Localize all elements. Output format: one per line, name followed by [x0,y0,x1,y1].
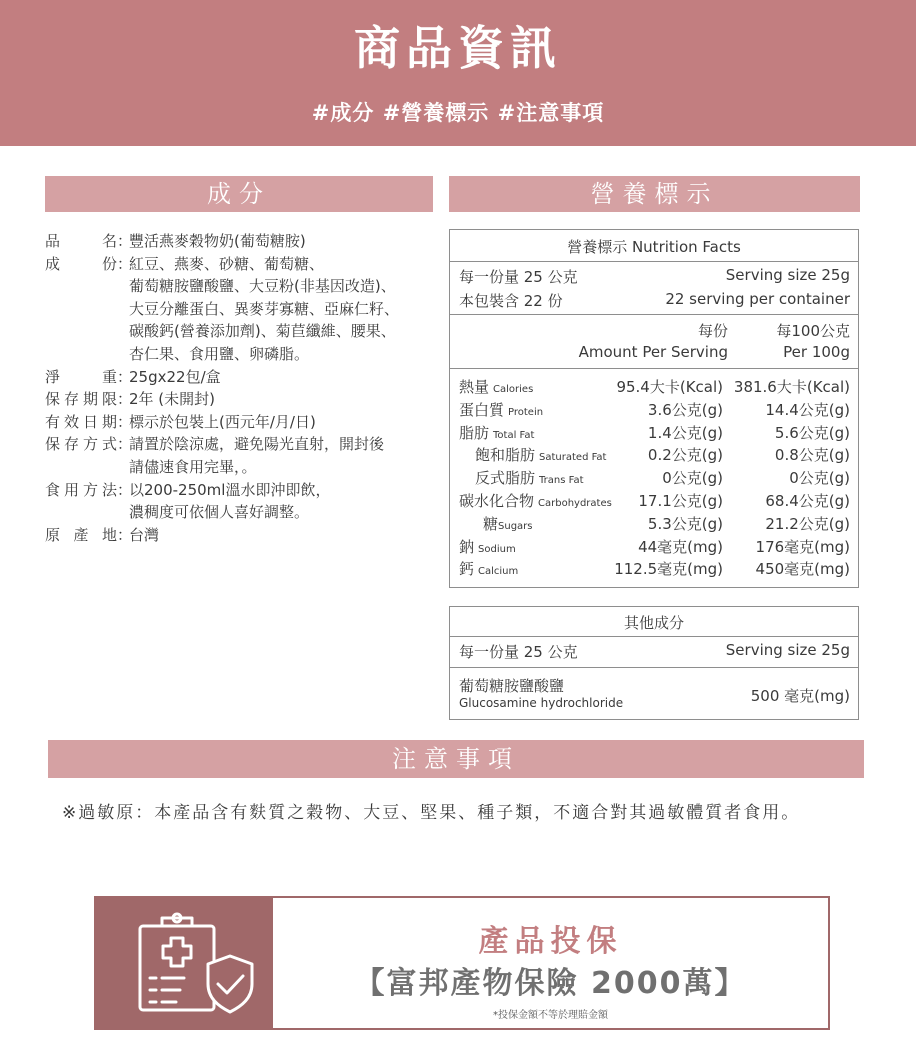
nutrient-per-100g: 0公克(g) [789,469,850,488]
divider [450,314,858,315]
ingredient-label-char: 原 [45,525,61,544]
ingredient-colon: ： [117,254,133,273]
nutrient-name [459,536,516,557]
ingredient-label [45,388,117,411]
ingredient-value-line: 紅豆、燕麥、砂糖、葡萄糖、 [129,254,325,273]
ingredient-label [45,230,117,253]
nutrient-name [475,467,584,488]
other-title: 其他成分 [623,614,684,632]
nutrient-per-100g: 21.2公克(g) [765,514,850,533]
ingredient-row [45,411,435,434]
col2-zh: 每100公克 [776,322,850,340]
nutrient-name-en: Total Fat [493,429,535,441]
nutrition-title: 營養標示 Nutrition Facts [567,238,741,256]
ingredient-label-char: 有 [45,412,61,431]
ingredient-label-char: 保 [45,390,61,409]
divider [450,636,858,637]
nutrient-name-en: Sodium [478,543,516,555]
ingredient-label-char: 食 [45,480,61,499]
ingredient-colon: ： [117,525,133,544]
ingredient-colon: ： [117,232,133,250]
nutrient-name-zh: 脂肪 [459,423,490,442]
nutrient-name-en: Calories [493,384,534,395]
nutrient-per-100g: 176毫克(mg) [755,537,850,556]
nutrient-per-serving: 0公克(g) [662,469,723,488]
ingredient-label-char: 期 [82,390,98,409]
ingredient-row [45,479,435,524]
ingredient-label-char: 地 [101,525,117,544]
nutrient-per-serving: 3.6公克(g) [647,400,723,419]
ingredient-row [45,388,435,411]
nutrient-name-zh: 熱量 [459,378,490,396]
ingredient-value [129,230,435,253]
ingredient-value-line: 請儘速食用完畢，。 [129,457,257,476]
ingredient-value-line: 濃稠度可依個人喜好調整。 [129,503,310,522]
nutrient-per-100g: 14.4公克(g) [765,400,850,419]
ingredient-value-line: 豐活燕麥穀物奶(葡萄糖胺) [129,232,306,250]
ingredient-row [45,366,435,389]
ingredient-colon: ： [117,390,133,409]
ingredient-label-char: 用 [63,480,79,499]
nutrient-name-en: Calcium [478,566,519,578]
divider [450,667,858,668]
other-ingredients-table [449,606,859,720]
nutrient-per-100g: 450毫克(mg) [755,560,850,579]
nutrition-table [449,229,859,588]
divider [450,261,858,262]
nutrient-per-serving: 112.5毫克(mg) [614,560,723,579]
nutrient-name-zh: 反式脂肪 [475,469,536,488]
ingredient-label-char: 淨 [45,367,61,386]
nutrient-name [459,399,543,420]
ingredient-label-char: 品 [45,232,61,250]
nutrient-name [459,490,612,511]
ingredient-label [45,253,117,366]
ingredient-label [45,433,117,478]
ingredients-list [45,230,435,546]
ingredient-value-line: 杏仁果、食用鹽、卵磷脂。 [129,344,310,363]
nutrient-name-en: Carbohydrates [538,498,612,509]
nutrient-per-serving: 95.4大卡(Kcal) [616,378,723,396]
nutrient-name [475,444,606,465]
page-title: 商品資訊 [354,21,562,75]
ingredient-label [45,411,117,434]
ingredient-label-char: 方 [82,480,98,499]
insurance-box [94,896,830,1030]
ingredient-label-char: 日 [82,412,98,431]
nutrient-per-serving: 5.3公克(g) [647,514,723,533]
ingredient-label-char: 法 [101,480,117,499]
ingredient-label [45,479,117,524]
serving-zh: 每一份量 25 公克 [459,268,578,286]
ingredient-label-char: 名 [101,232,117,250]
section-head-nutrition: 營養標示 [449,176,860,212]
clipboard-shield-icon [96,898,273,1028]
ingredient-row [45,524,435,547]
ingredient-label-char: 保 [45,435,61,454]
nutrient-name-en: Saturated Fat [539,452,607,464]
ingredient-value-line: 葡萄糖胺鹽酸鹽、大豆粉(非基因改造)、 [129,277,396,296]
allergen-note: ※過敏原：本產品含有麩質之穀物、大豆、堅果、種子類，不適合對其過敏體質者食用。 [62,803,801,823]
nutrient-per-serving: 1.4公克(g) [647,423,723,442]
ingredient-colon: ： [117,480,133,499]
ingredient-row [45,253,435,366]
ingredient-value-line: 25gx22包/盒 [129,367,221,386]
col1-zh: 每份 [697,322,728,340]
ingredient-label-char: 式 [101,435,117,454]
ingredient-label-char: 產 [73,525,89,544]
ingredient-row [45,230,435,253]
ingredient-value [129,366,435,389]
ingredient-label [45,524,117,547]
ingredient-value [129,388,435,411]
container-zh: 本包裝含 22 份 [459,292,563,310]
section-head-ingredients: 成分 [45,176,433,212]
col1-en: Amount Per Serving [578,343,728,361]
ingredient-label-char: 期 [101,412,117,431]
nutrient-name-zh: 糖 [483,514,499,533]
ingredient-value [129,433,435,478]
ingredient-label-char: 份 [101,254,117,273]
ingredient-label-char: 方 [82,435,98,454]
nutrient-name [459,558,518,579]
ingredient-label-char: 效 [63,412,79,431]
col2-en: Per 100g [783,343,850,361]
ingredient-label-char: 重 [101,367,117,386]
header-banner [0,0,916,146]
insurance-main: 【富邦產物保險 2000萬】 [354,966,747,1001]
ingredient-row [45,433,435,478]
ingredient-value-line: 請置於陰涼處，避免陽光直射，開封後 [129,435,385,454]
nutrient-per-serving: 44毫克(mg) [638,537,723,556]
ingredient-value-line: 大豆分離蛋白、異麥芽寡糖、亞麻仁籽、 [129,299,400,318]
nutrient-per-100g: 5.6公克(g) [774,423,850,442]
nutrient-name [483,513,533,534]
other-item-value: 500 毫克(mg) [750,687,850,705]
ingredient-value [129,479,435,524]
insurance-fine-print: *投保金額不等於理賠金額 [493,1010,608,1021]
nutrient-per-serving: 0.2公克(g) [647,446,723,465]
ingredient-value [129,524,435,547]
nutrient-name-en: Protein [508,406,544,418]
nutrient-name-en: Trans Fat [539,475,584,487]
ingredient-label-char: 存 [63,390,79,409]
nutrient-per-serving: 17.1公克(g) [638,492,723,510]
ingredient-label-char: 成 [45,254,61,273]
insurance-title: 產品投保 [478,924,623,959]
nutrient-per-100g: 68.4公克(g) [765,492,850,510]
insurance-icon-panel [96,898,273,1028]
ingredient-value-line: 碳酸鈣(營養添加劑)、菊苣纖維、腰果、 [129,322,396,341]
ingredient-label [45,366,117,389]
ingredient-value [129,253,435,366]
page-tags: #成分 #營養標示 #注意事項 [311,101,605,125]
nutrient-name-zh: 鈉 [459,537,475,556]
nutrient-name-en: Sugars [498,520,533,532]
ingredient-value-line: 標示於包裝上(西元年/月/日) [129,412,316,431]
container-en: 22 serving per container [665,290,850,308]
ingredient-value-line: 2年 (未開封) [129,390,216,409]
ingredient-label-char: 存 [63,435,79,454]
nutrient-per-100g: 381.6大卡(Kcal) [733,378,850,396]
ingredient-colon: ： [117,412,133,431]
serving-en: Serving size 25g [725,266,850,284]
nutrient-name-zh: 鈣 [459,560,475,579]
ingredient-colon: ： [117,435,133,454]
nutrient-per-100g: 0.8公克(g) [774,446,850,465]
other-item-en: Glucosamine hydrochloride [459,696,624,710]
other-serving-en: Serving size 25g [725,641,850,659]
section-head-cautions: 注意事項 [48,740,864,778]
ingredient-colon: ： [117,367,133,386]
divider [450,368,858,369]
nutrient-name [459,376,533,397]
other-item-zh: 葡萄糖胺鹽酸鹽 [459,677,565,695]
ingredient-value-line: 台灣 [129,525,160,544]
ingredient-value-line: 以200-250ml溫水即沖即飲， [129,480,331,499]
nutrient-name-zh: 碳水化合物 [459,492,535,510]
nutrient-name-zh: 蛋白質 [459,400,505,419]
ingredient-label-char: 限 [101,390,117,409]
other-serving-zh: 每一份量 25 公克 [459,643,578,661]
nutrient-name [459,422,534,443]
nutrient-name-zh: 飽和脂肪 [475,446,536,465]
ingredient-value [129,411,435,434]
